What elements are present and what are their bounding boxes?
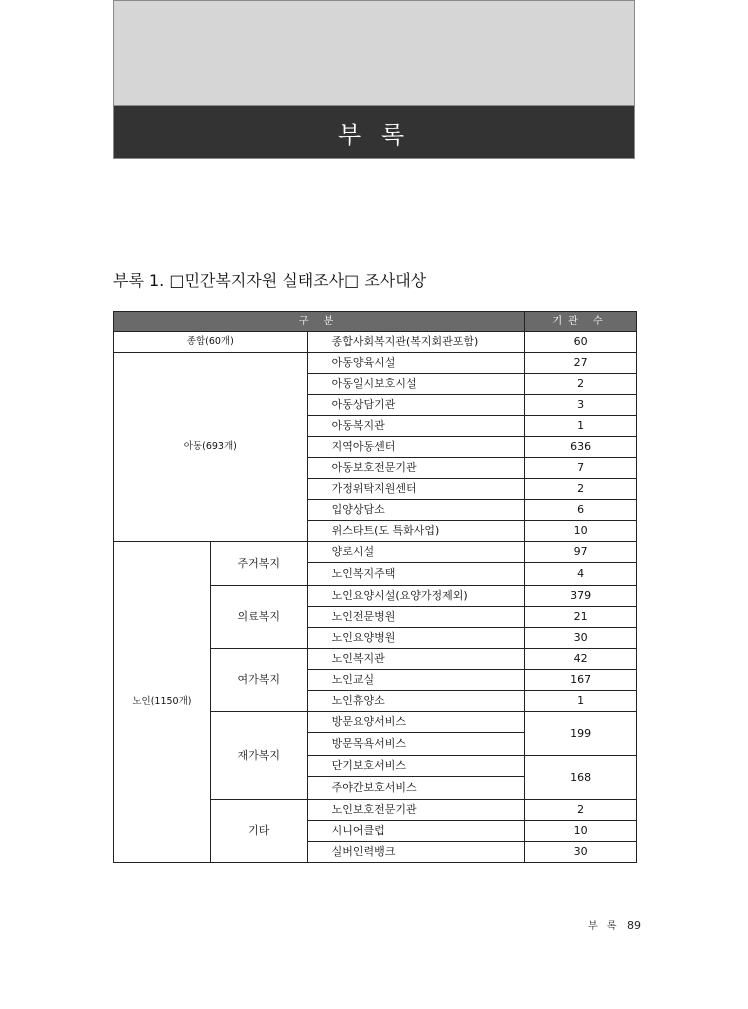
item-name: 단기보호서비스 xyxy=(307,756,525,777)
item-count: 1 xyxy=(525,691,637,712)
item-name: 입양상담소 xyxy=(307,500,525,521)
group-label-child: 아동(693개) xyxy=(114,353,308,542)
item-name: 실버인력뱅크 xyxy=(307,842,525,863)
section-title: 부록 1. □민간복지자원 실태조사□ 조사대상 xyxy=(113,271,427,290)
item-count: 27 xyxy=(525,353,637,374)
item-count: 97 xyxy=(525,542,637,563)
item-name: 아동일시보호시설 xyxy=(307,374,525,395)
subgroup-label-home: 재가복지 xyxy=(210,712,307,800)
header-category: 구 분 xyxy=(114,312,525,332)
item-count: 2 xyxy=(525,479,637,500)
item-count: 10 xyxy=(525,821,637,842)
page-number: 89 xyxy=(627,919,641,932)
subgroup-label-medical: 의료복지 xyxy=(210,586,307,649)
item-name: 아동상담기관 xyxy=(307,395,525,416)
item-name: 노인교실 xyxy=(307,670,525,691)
item-name: 가정위탁지원센터 xyxy=(307,479,525,500)
survey-target-table xyxy=(113,311,637,863)
item-name: 노인전문병원 xyxy=(307,607,525,628)
item-count: 42 xyxy=(525,649,637,670)
item-count: 60 xyxy=(525,332,637,353)
item-count: 3 xyxy=(525,395,637,416)
item-name: 노인보호전문기관 xyxy=(307,800,525,821)
page-footer xyxy=(588,917,641,932)
header-count: 기관 수 xyxy=(525,312,637,332)
item-count: 199 xyxy=(525,712,637,756)
item-count: 4 xyxy=(525,563,637,586)
item-count: 2 xyxy=(525,800,637,821)
subgroup-label-housing: 주거복지 xyxy=(210,542,307,586)
table-row xyxy=(114,332,637,353)
item-name: 종합사회복지관(복지회관포함) xyxy=(307,332,525,353)
item-count: 2 xyxy=(525,374,637,395)
item-count: 10 xyxy=(525,521,637,542)
item-name: 아동보호전문기관 xyxy=(307,458,525,479)
item-name: 노인휴양소 xyxy=(307,691,525,712)
subgroup-label-leisure: 여가복지 xyxy=(210,649,307,712)
item-count: 636 xyxy=(525,437,637,458)
item-name: 시니어클럽 xyxy=(307,821,525,842)
item-name: 노인요양병원 xyxy=(307,628,525,649)
table-row xyxy=(114,353,637,374)
item-count: 6 xyxy=(525,500,637,521)
item-count: 379 xyxy=(525,586,637,607)
chapter-title: 부 록 xyxy=(114,105,634,158)
item-count: 168 xyxy=(525,756,637,800)
item-name: 아동양육시설 xyxy=(307,353,525,374)
item-name: 아동복지관 xyxy=(307,416,525,437)
subgroup-label-other: 기타 xyxy=(210,800,307,863)
item-count: 7 xyxy=(525,458,637,479)
item-count: 167 xyxy=(525,670,637,691)
table-row xyxy=(114,542,637,563)
item-name: 지역아동센터 xyxy=(307,437,525,458)
table-header-row xyxy=(114,312,637,332)
item-count: 21 xyxy=(525,607,637,628)
item-name: 노인복지주택 xyxy=(307,563,525,586)
item-count: 1 xyxy=(525,416,637,437)
item-name: 방문요양서비스 xyxy=(307,712,525,733)
item-name: 노인복지관 xyxy=(307,649,525,670)
group-label-general: 종합(60개) xyxy=(114,332,308,353)
item-name: 양로시설 xyxy=(307,542,525,563)
item-count: 30 xyxy=(525,628,637,649)
item-name: 위스타트(도 특화사업) xyxy=(307,521,525,542)
item-name: 노인요양시설(요양가정제외) xyxy=(307,586,525,607)
item-name: 방문목욕서비스 xyxy=(307,733,525,756)
item-count: 30 xyxy=(525,842,637,863)
group-label-elderly: 노인(1150개) xyxy=(114,542,211,863)
item-name: 주야간보호서비스 xyxy=(307,777,525,800)
footer-label: 부 록 xyxy=(588,921,620,932)
chapter-banner xyxy=(113,0,635,159)
